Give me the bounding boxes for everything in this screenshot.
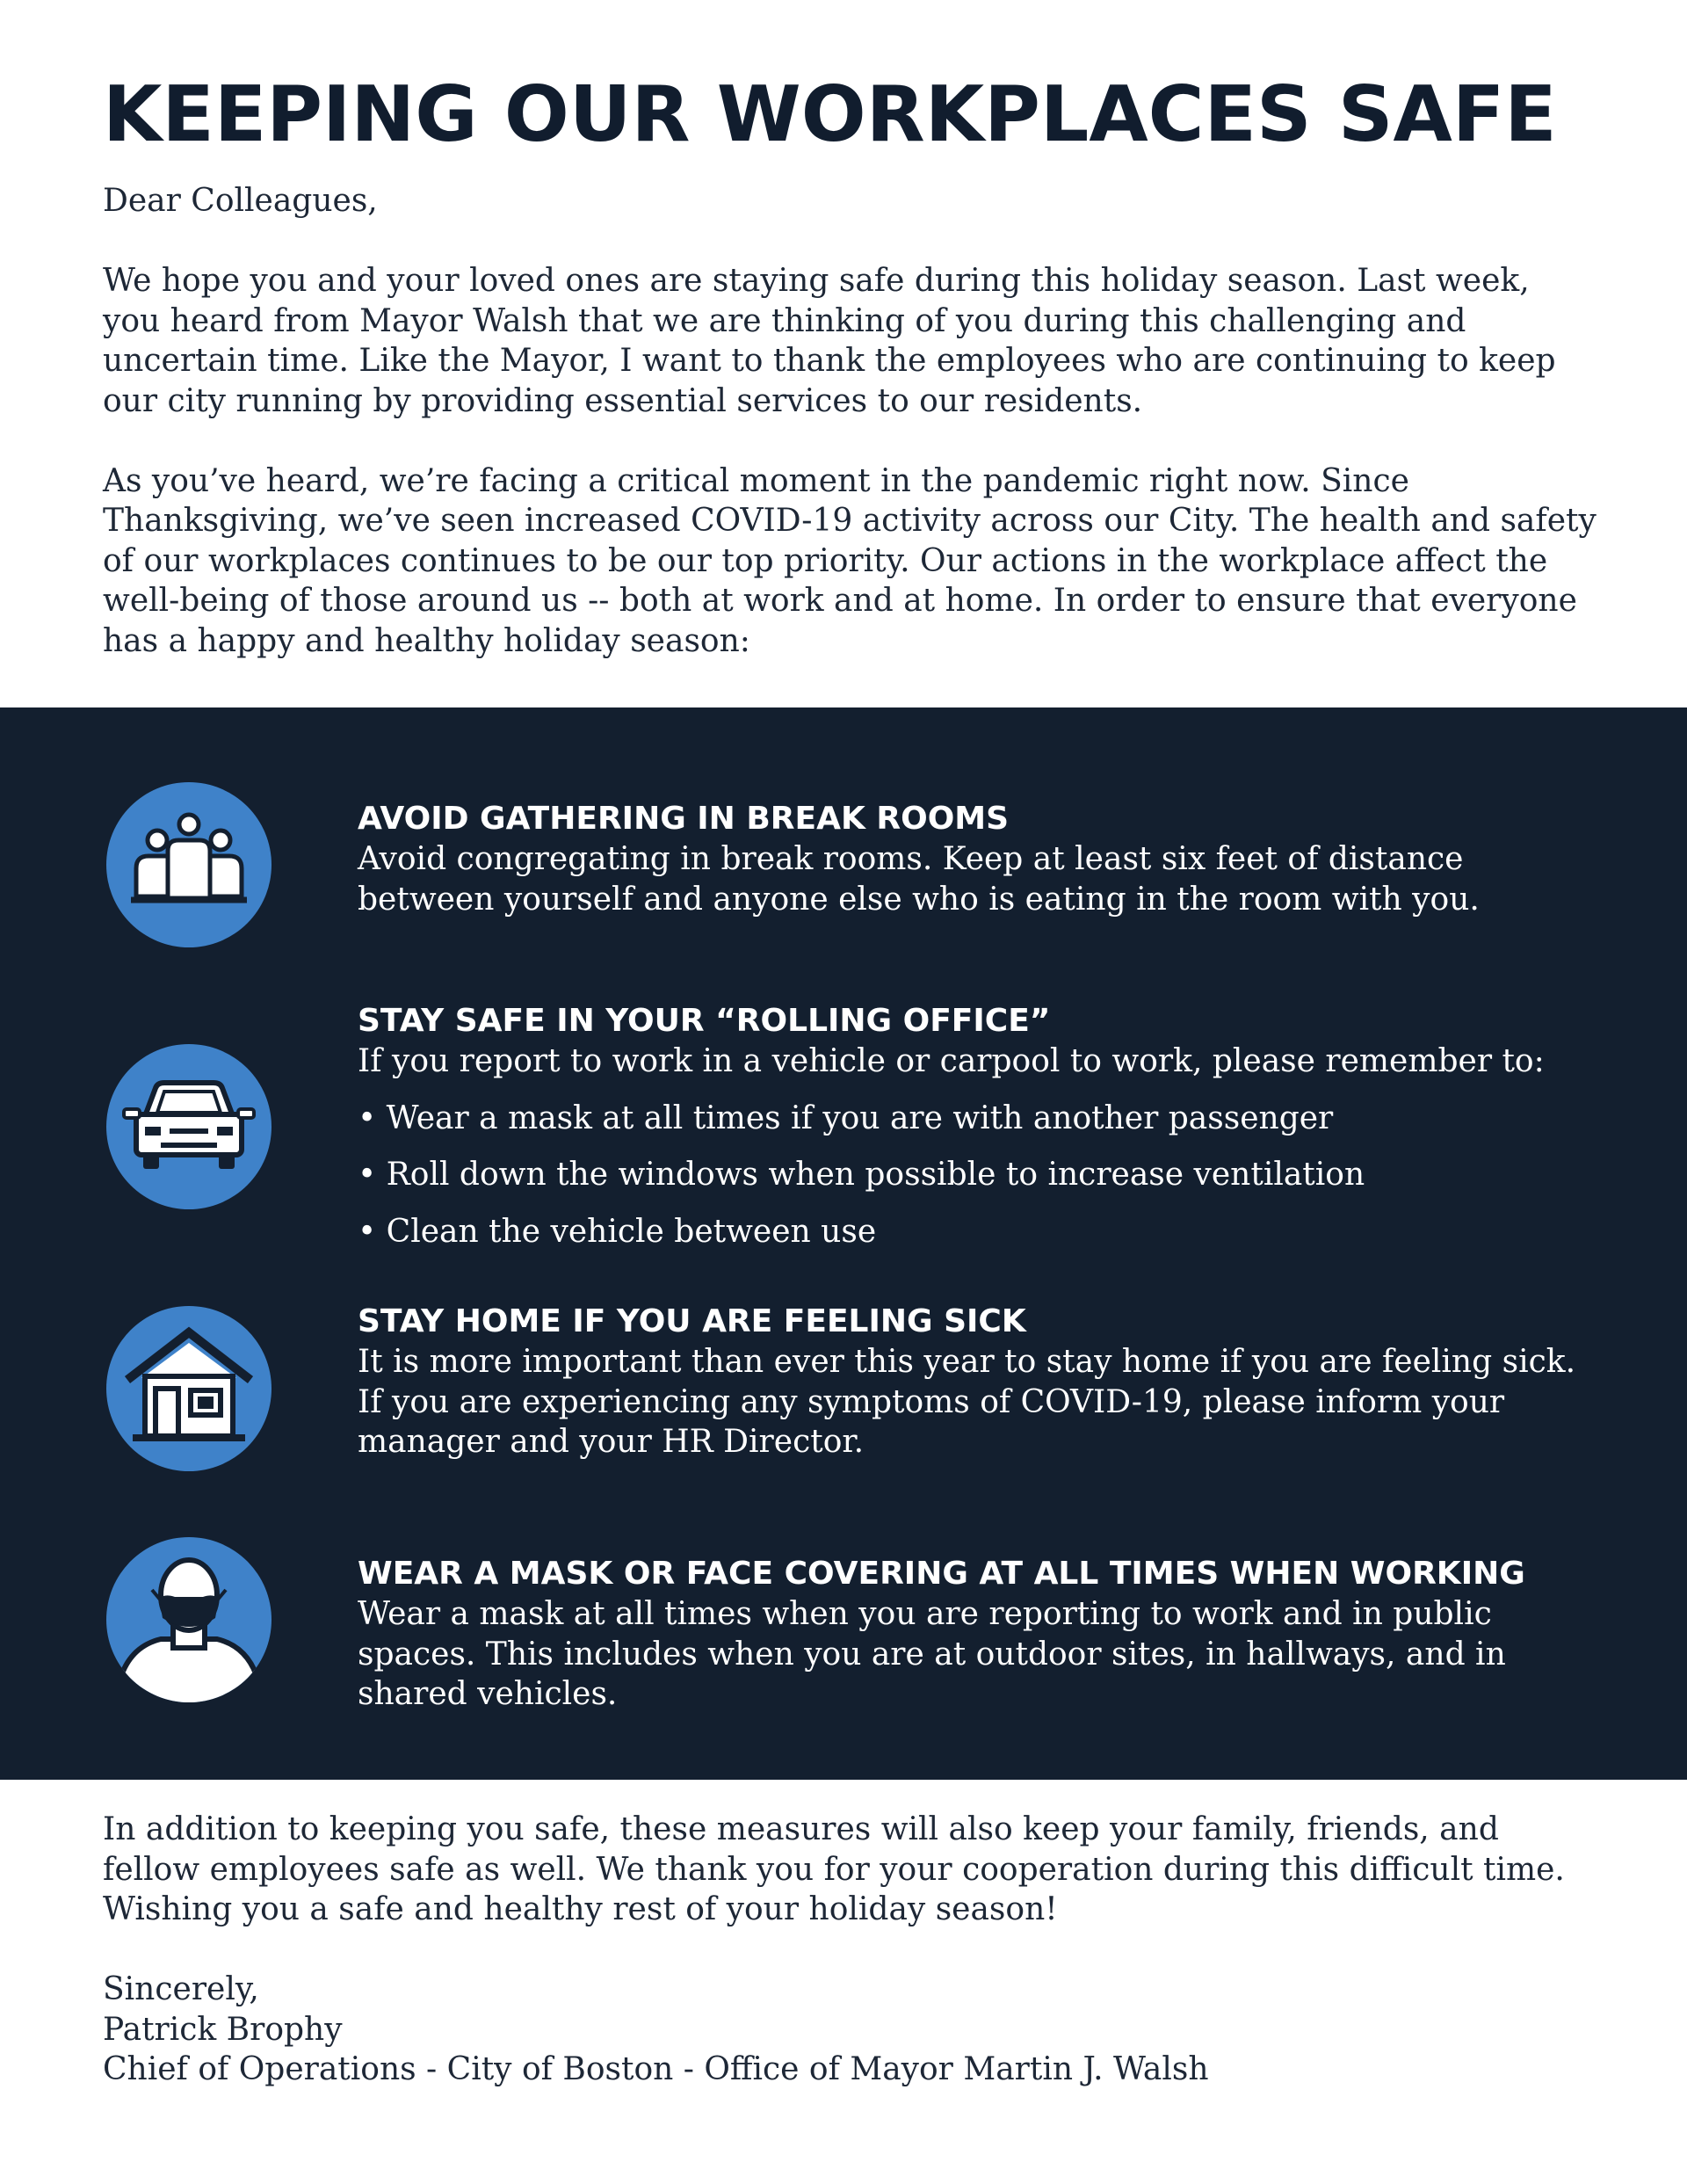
guideline-text <box>358 799 1605 919</box>
car-icon <box>106 1044 272 1209</box>
people-group-icon <box>106 782 272 947</box>
house-icon <box>106 1306 272 1471</box>
closing-paragraph: In addition to keeping you safe, these measures will also keep your family, friends, and fellow employees safe as well. We thank you for your cooperation during this difficult time. Wishing you a safe and healthy rest of your holiday season! <box>103 1811 1565 1927</box>
guidelines-panel <box>0 707 1687 1780</box>
salutation: Dear Colleagues, <box>103 183 378 219</box>
list-item: • Roll down the windows when possible to increase ventilation <box>358 1157 1365 1193</box>
guideline-heading: WEAR A MASK OR FACE COVERING AT ALL TIMES WHEN WORKING <box>358 1556 1525 1592</box>
guideline-text <box>358 1302 1605 1462</box>
intro-paragraph-2: As you’ve heard, we’re facing a critical moment in the pandemic right now. Since Thanksgiving, we’ve seen increased COVID-19 activity across our City. The health and safety of our workplaces continues to be our top priority. Our actions in the workplace affect the well-being of those around us -- both at work and at home. In order to ensure that everyone has a happy and healthy holiday season: <box>103 462 1596 659</box>
guideline-body: Wear a mask at all times when you are reporting to work and in public spaces. This includes when you are at outdoor sites, in hallways, and in shared vehicles. <box>358 1596 1506 1712</box>
list-item: • Clean the vehicle between use <box>358 1213 877 1250</box>
guideline-body: Avoid congregating in break rooms. Keep at least six feet of distance between yourself and anyone else who is eating in the room with you. <box>358 841 1480 918</box>
masked-person-icon <box>106 1537 272 1702</box>
guideline-text <box>358 1554 1605 1715</box>
intro-paragraph-1: We hope you and your loved ones are staying safe during this holiday season. Last week, you heard from Mayor Walsh that we are thinking of you during this challenging and uncertain time. Like the Mayor, I want to thank the employees who are continuing to keep our city running by providing essential services to our residents. <box>103 263 1556 419</box>
guideline-heading: AVOID GATHERING IN BREAK ROOMS <box>358 801 1010 837</box>
guideline-text <box>358 1001 1605 1252</box>
signature-name: Patrick Brophy <box>103 2011 343 2048</box>
signature-title: Chief of Operations - City of Boston - Office of Mayor Martin J. Walsh <box>103 2051 1209 2087</box>
guideline-heading: STAY SAFE IN YOUR “ROLLING OFFICE” <box>358 1003 1051 1039</box>
letter-closing <box>103 1810 1596 2090</box>
guideline-body: It is more important than ever this year to stay home if you are feeling sick. If you are experiencing any symptoms of COVID-19, please inform your manager and your HR Director. <box>358 1344 1576 1460</box>
guideline-heading: STAY HOME IF YOU ARE FEELING SICK <box>358 1303 1026 1339</box>
letter-header <box>103 62 1596 661</box>
signature-closing: Sincerely, <box>103 1971 259 2007</box>
guideline-body: If you report to work in a vehicle or carpool to work, please remember to: <box>358 1043 1545 1079</box>
signature-block <box>103 1970 1596 2090</box>
page-title: KEEPING OUR WORKPLACES SAFE <box>103 69 1557 159</box>
list-item: • Wear a mask at all times if you are with another passenger <box>358 1099 1334 1136</box>
